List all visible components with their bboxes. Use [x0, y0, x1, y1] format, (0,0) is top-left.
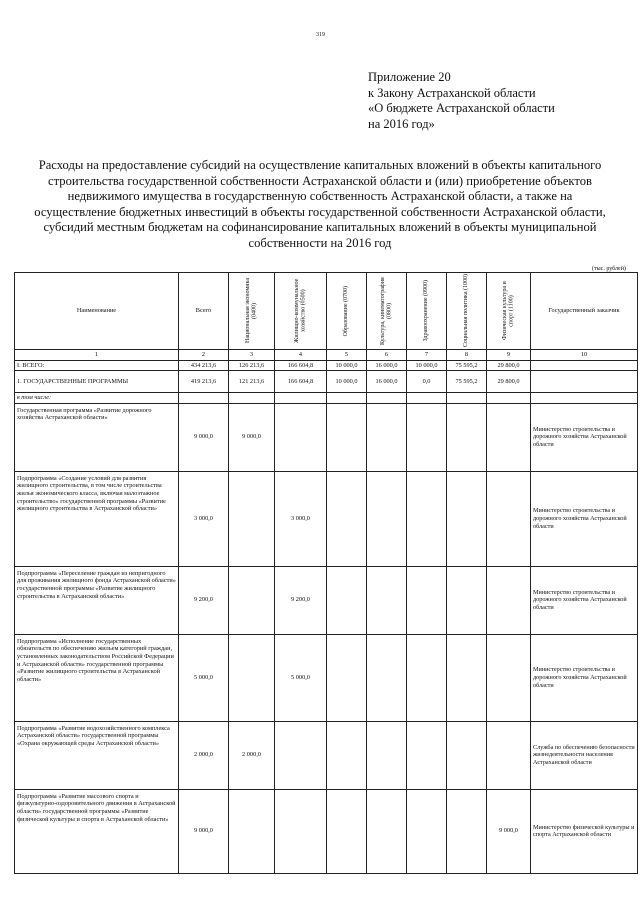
row-value-c0700 [327, 471, 367, 566]
header-c0700: Образование (0700) [327, 273, 367, 350]
row-value-c0800 [367, 471, 407, 566]
total-row-name: I. ВСЕГО: [15, 360, 179, 371]
column-number: 5 [327, 350, 367, 361]
title-line: недвижимого имущества в государственную собственность Астраханской области, а также на [67, 189, 573, 204]
row-value-c0900 [407, 721, 447, 789]
row-value-c0700 [327, 566, 367, 634]
row-value-c0900 [407, 789, 447, 873]
header-row [15, 273, 638, 350]
row-value-c0700 [327, 721, 367, 789]
column-number: 9 [487, 350, 531, 361]
programs-value: 16 000,0 [367, 371, 407, 393]
column-number: 1 [15, 350, 179, 361]
row-value-c1100 [487, 403, 531, 471]
table-row [15, 789, 638, 873]
total-value: 75 595,2 [447, 360, 487, 371]
table-row [15, 721, 638, 789]
row-customer: Министерство строительства и дорожного хозяйства Астраханской области [531, 566, 638, 634]
row-value-c0500: 3 000,0 [275, 471, 327, 566]
appendix-block [368, 70, 555, 132]
programs-value: 29 800,0 [487, 371, 531, 393]
title-line: субсидий местным бюджетам на софинансирование капитальных вложений в объекты муниципальной [43, 220, 597, 235]
row-value-c0900 [407, 471, 447, 566]
row-value-c0700 [327, 789, 367, 873]
row-value-c0800 [367, 634, 407, 721]
row-value-c0700 [327, 403, 367, 471]
column-number: 8 [447, 350, 487, 361]
column-number: 3 [229, 350, 275, 361]
programs-value [531, 371, 638, 393]
table-row [15, 566, 638, 634]
row-value-c0500 [275, 789, 327, 873]
row-value-total: 9 200,0 [179, 566, 229, 634]
title-line: собственности на 2016 год [248, 235, 392, 250]
row-value-c1100 [487, 721, 531, 789]
row-value-c0500 [275, 721, 327, 789]
row-value-c1000 [447, 789, 487, 873]
appendix-line: к Закону Астраханской области [368, 85, 536, 100]
row-name: Подпрограмма «Развитие массового спорта и физкультурно-оздоровительного движения в Астраханской области» государственной программы «Развитие физической культуры и спорта в Астраханской области» [15, 789, 179, 873]
row-value-c0900 [407, 566, 447, 634]
row-value-c0800 [367, 721, 407, 789]
row-value-c0400 [229, 634, 275, 721]
programs-value: 75 595,2 [447, 371, 487, 393]
total-value: 29 800,0 [487, 360, 531, 371]
appendix-line: «О бюджете Астраханской области [368, 101, 555, 115]
subheading-row [15, 393, 638, 404]
row-name: Подпрограмма «Развитие водохозяйственного комплекса Астраханской области» государственной программы «Охрана окружающей среды Астраханской области» [15, 721, 179, 789]
appendix-line: на 2016 год» [368, 116, 435, 131]
row-value-c0400 [229, 566, 275, 634]
title-line: Расходы на предоставление субсидий на осуществление капитальных вложений в объекты капитального [38, 158, 602, 172]
total-value: 166 604,8 [275, 360, 327, 371]
header-c0500: Жилищно-коммунальное хозяйство (0500) [275, 273, 327, 350]
row-value-c0400 [229, 789, 275, 873]
column-number: 6 [367, 350, 407, 361]
table-row [15, 403, 638, 471]
header-c1000: Социальная политика (1000) [447, 273, 487, 350]
header-customer: Государственный заказчик [531, 273, 638, 350]
row-value-c1000 [447, 634, 487, 721]
budget-table [14, 272, 638, 874]
row-value-c0400: 2 000,0 [229, 721, 275, 789]
row-value-c1100 [487, 634, 531, 721]
row-value-c1100: 9 000,0 [487, 789, 531, 873]
header-c0400: Национальная экономика (0400) [229, 273, 275, 350]
header-c1100: Физическая культура и спорт (1100) [487, 273, 531, 350]
total-row [15, 360, 638, 371]
total-value [531, 360, 638, 371]
total-value: 434 213,6 [179, 360, 229, 371]
row-value-c1000 [447, 471, 487, 566]
column-number: 10 [531, 350, 638, 361]
program-rows [15, 403, 638, 873]
header-name: Наименование [15, 273, 179, 350]
appendix-line: Приложение 20 [368, 70, 451, 84]
programs-value: 419 213,6 [179, 371, 229, 393]
table-row [15, 634, 638, 721]
column-number: 7 [407, 350, 447, 361]
total-value: 16 000,0 [367, 360, 407, 371]
total-value: 126 213,6 [229, 360, 275, 371]
row-value-c0800 [367, 789, 407, 873]
units-label: (тыс. рублей) [592, 266, 626, 272]
row-value-c1100 [487, 471, 531, 566]
row-name: Подпрограмма «Переселение граждан из непригодного для проживания жилищного фонда Астраханской области» государственной программы «Развитие жилищного строительства в Астраханской области» [15, 566, 179, 634]
column-number-row [15, 350, 638, 361]
row-value-c0500: 9 200,0 [275, 566, 327, 634]
programs-value: 10 000,0 [327, 371, 367, 393]
row-value-c0900 [407, 403, 447, 471]
column-number: 4 [275, 350, 327, 361]
page-number: 319 [316, 32, 325, 38]
row-value-c0500 [275, 403, 327, 471]
row-value-c0800 [367, 403, 407, 471]
row-name: Подпрограмма «Исполнение государственных обязательств по обеспечению жильем категорий граждан, установленных законодательством Российской Федерации и Астраханской области» государственной программы «Развитие жилищного строительства в Астраханской области» [15, 634, 179, 721]
header-c0900: Здравоохранение (0900) [407, 273, 447, 350]
total-value: 10 000,0 [407, 360, 447, 371]
row-name: Подпрограмма «Создание условий для развития жилищного строительства, в том числе строительства жилья экономического класса, включая малоэтажное строительство» государственной программы «Развитие жилищного строительства в Астраханской области» [15, 471, 179, 566]
row-customer: Министерство физической культуры и спорта Астраханской области [531, 789, 638, 873]
row-value-total: 9 000,0 [179, 789, 229, 873]
programs-total-row [15, 371, 638, 393]
document-title [14, 158, 626, 252]
programs-value: 0,0 [407, 371, 447, 393]
row-value-c1000 [447, 566, 487, 634]
title-line: осуществление бюджетных инвестиций в объекты государственной собственности Астраханской области, [34, 204, 606, 219]
row-customer: Министерство строительства и дорожного хозяйства Астраханской области [531, 471, 638, 566]
header-total: Всего [179, 273, 229, 350]
row-value-c1000 [447, 721, 487, 789]
title-line: строительства государственной собственности Астраханской области и (или) приобретение объектов [48, 173, 592, 188]
total-value: 10 000,0 [327, 360, 367, 371]
row-value-c0400 [229, 471, 275, 566]
programs-value: 166 604,8 [275, 371, 327, 393]
row-value-c0700 [327, 634, 367, 721]
subheading-label: в том числе: [15, 393, 179, 404]
row-value-c0900 [407, 634, 447, 721]
row-value-c0400: 9 000,0 [229, 403, 275, 471]
row-value-c1000 [447, 403, 487, 471]
row-value-c0800 [367, 566, 407, 634]
table-row [15, 471, 638, 566]
row-value-c1100 [487, 566, 531, 634]
row-name: Государственная программа «Развитие дорожного хозяйства Астраханской области» [15, 403, 179, 471]
row-customer: Служба по обеспечению безопасности жизнедеятельности населения Астраханской области [531, 721, 638, 789]
row-value-total: 5 000,0 [179, 634, 229, 721]
row-customer: Министерство строительства и дорожного хозяйства Астраханской области [531, 634, 638, 721]
row-value-c0500: 5 000,0 [275, 634, 327, 721]
column-number: 2 [179, 350, 229, 361]
row-value-total: 3 000,0 [179, 471, 229, 566]
programs-row-name: 1. ГОСУДАРСТВЕННЫЕ ПРОГРАММЫ [15, 371, 179, 393]
row-value-total: 9 000,0 [179, 403, 229, 471]
row-value-total: 2 000,0 [179, 721, 229, 789]
programs-value: 121 213,6 [229, 371, 275, 393]
row-customer: Министерство строительства и дорожного хозяйства Астраханской области [531, 403, 638, 471]
header-c0800: Культура, кинематография (0800) [367, 273, 407, 350]
